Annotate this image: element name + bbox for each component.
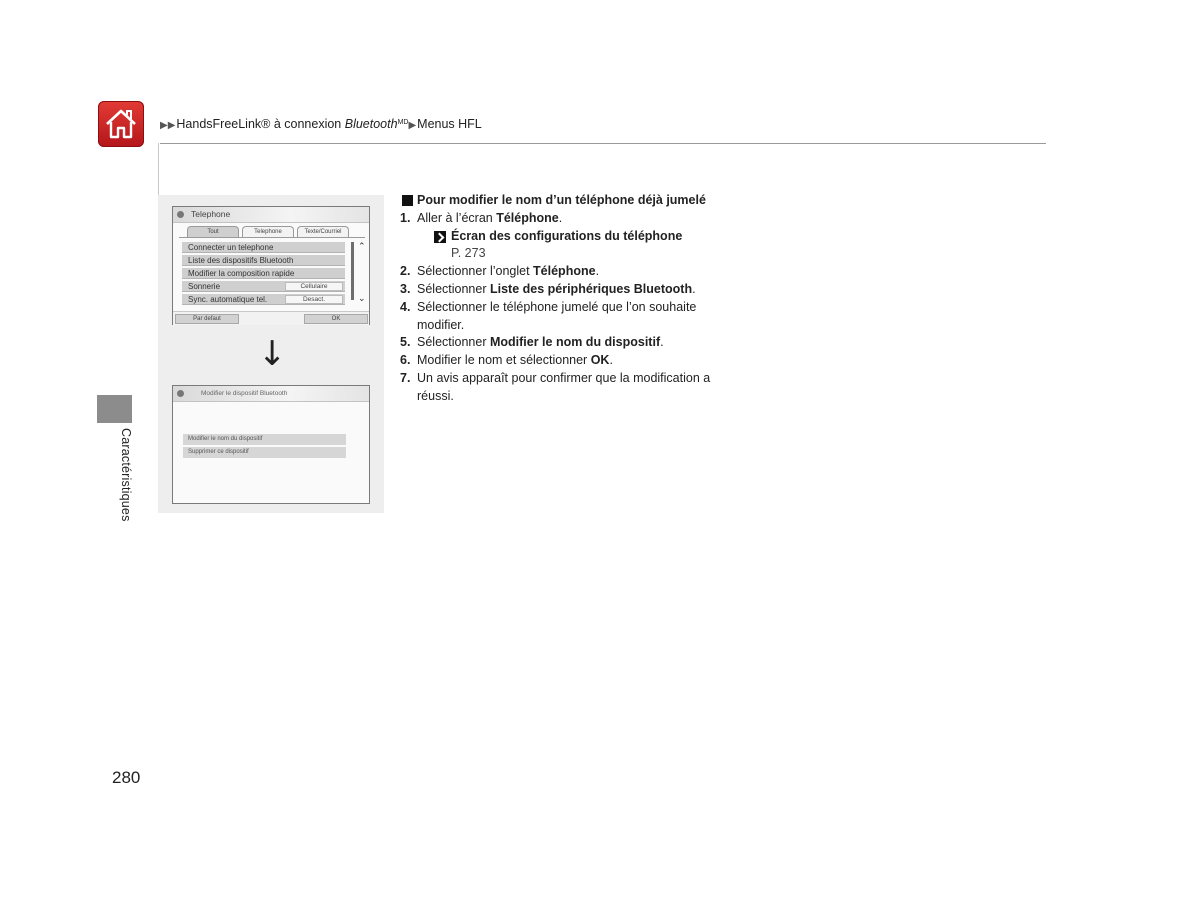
step-number: 2. [400, 264, 411, 279]
step [400, 334, 720, 352]
screen-button-row [173, 311, 369, 325]
home-icon [103, 106, 139, 142]
step-number: 5. [400, 335, 411, 350]
down-arrow-icon: ↓ [258, 334, 287, 374]
step-number: 7. [400, 370, 411, 385]
step-number: 3. [400, 281, 411, 296]
step-number: 4. [400, 299, 411, 314]
step-text: Modifier le nom et sélectionner [417, 353, 591, 368]
section-tab-label[interactable]: Caractéristiques [119, 428, 133, 522]
screen-title-bar [173, 207, 369, 223]
home-button[interactable] [98, 101, 144, 147]
step-bold: Modifier le nom du dispositif [489, 335, 661, 350]
step [400, 281, 720, 299]
menu-item-label: Connecter un telephone [188, 243, 274, 252]
scrollbar [351, 242, 354, 300]
screen-title-bar [173, 386, 369, 402]
step [400, 370, 720, 406]
menu-item [182, 255, 345, 266]
step [400, 263, 720, 281]
breadcrumb [160, 117, 482, 131]
step-text-end: . [595, 264, 600, 279]
menu-item: Modifier le nom du dispositif [183, 434, 346, 445]
screen-tabs [187, 226, 349, 237]
breadcrumb-arrow-icon: ▶▶ [160, 120, 176, 131]
cross-reference[interactable] [400, 228, 720, 246]
step-text: Aller à l’écran [417, 210, 497, 225]
step-text: Un avis apparaît pour confirmer que la modification a réussi. [417, 370, 711, 403]
modify-device-screen [172, 385, 370, 504]
default-button: Par defaut [175, 314, 239, 324]
step-text-end: . [692, 281, 696, 296]
screen-title: Modifier le dispositif Bluetooth [201, 390, 288, 397]
breadcrumb-italic[interactable]: Bluetooth [344, 117, 398, 131]
menu-item [182, 294, 345, 305]
reference-page[interactable]: P. 273 [451, 246, 486, 261]
step-number: 1. [400, 210, 411, 225]
step-text: Sélectionner l’onglet [417, 264, 534, 279]
step [400, 352, 720, 370]
back-dot-icon [177, 390, 184, 397]
ok-button: OK [304, 314, 368, 324]
screen-title: Telephone [191, 209, 231, 219]
breadcrumb-part2[interactable]: Menus HFL [417, 117, 482, 131]
tab-telephone: Telephone [242, 226, 294, 237]
menu-item-label: Sonnerie [188, 282, 221, 291]
step-text-end: . [558, 210, 563, 225]
breadcrumb-arrow-icon: ▶ [408, 120, 417, 131]
step [400, 299, 720, 335]
menu-item [182, 242, 345, 253]
breadcrumb-part1[interactable]: HandsFreeLink® à connexion [176, 117, 345, 131]
step-text: Sélectionner [417, 335, 490, 350]
page-number: 280 [112, 768, 141, 787]
menu-item [182, 268, 345, 279]
scroll-down-icon: ⌄ [358, 293, 366, 303]
instructions [400, 192, 720, 406]
reference-label[interactable]: Écran des configurations du téléphone [451, 228, 683, 243]
step-text-end: . [609, 353, 613, 368]
menu-item: Supprimer ce dispositif [183, 447, 346, 458]
tab-tout: Tout [187, 226, 239, 237]
step-text-end: . [660, 335, 664, 350]
menu-item-value: Cellulaire [285, 282, 343, 291]
step-text: Sélectionner [417, 281, 490, 296]
tab-texte-courriel: Texte/Courriel [297, 226, 349, 237]
step [400, 210, 720, 228]
step-bold: Téléphone [496, 210, 559, 225]
step-text: Sélectionner le téléphone jumelé que l’on souhaite modifier. [417, 299, 697, 332]
section-marker [97, 395, 132, 423]
menu-item-value: Desact. [285, 295, 343, 304]
section-heading-text: Pour modifier le nom d’un téléphone déjà jumelé [417, 193, 706, 207]
square-bullet-icon [402, 195, 413, 206]
header-divider [160, 143, 1046, 144]
step-bold: Liste des périphériques Bluetooth [489, 281, 693, 296]
menu-item-label: Modifier la composition rapide [188, 269, 295, 278]
section-heading [400, 192, 720, 210]
step-bold: Téléphone [533, 264, 596, 279]
menu-item-label: Sync. automatique tel. [188, 295, 268, 304]
tab-underline [179, 237, 365, 238]
breadcrumb-sup: MD [397, 119, 409, 126]
reference-arrow-icon [434, 231, 446, 243]
step-number: 6. [400, 353, 411, 368]
step-bold: OK [590, 353, 610, 368]
telephone-screen [172, 206, 370, 325]
menu-item [182, 281, 345, 292]
back-dot-icon [177, 211, 184, 218]
menu-item-label: Liste des dispositifs Bluetooth [188, 256, 294, 265]
scroll-up-icon: ⌃ [358, 241, 366, 251]
